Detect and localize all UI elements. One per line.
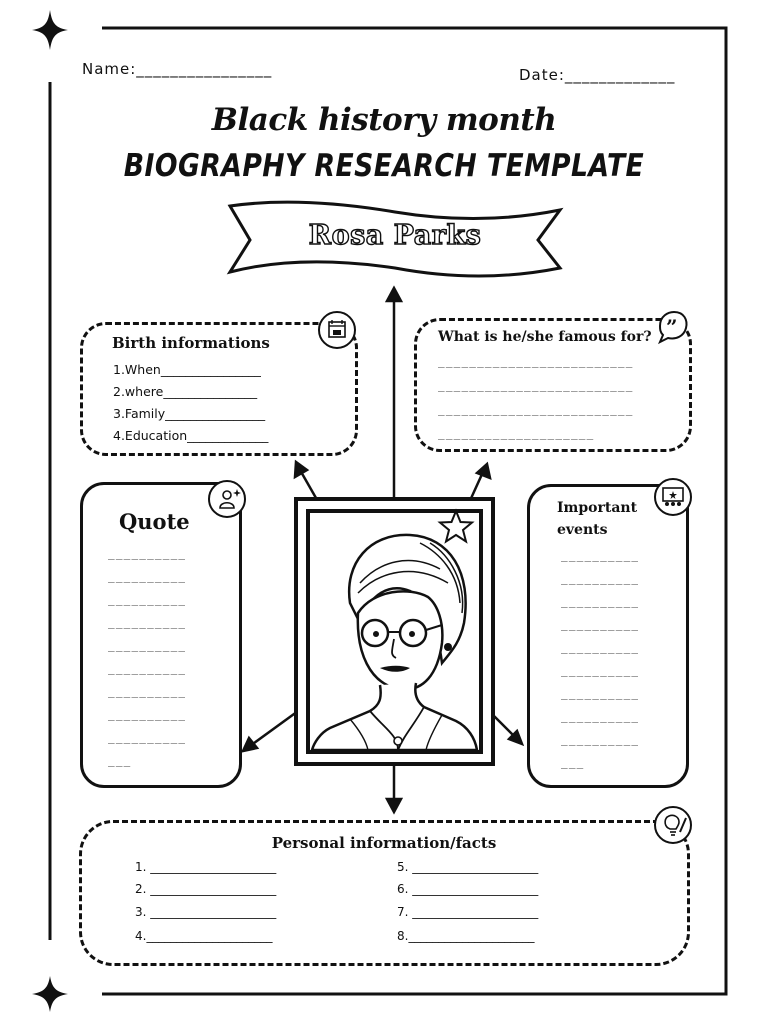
personal-line[interactable]: 1. _____________________ <box>135 860 277 874</box>
events-line[interactable]: __________ <box>561 687 640 700</box>
banner-name: Rosa Parks <box>308 220 482 251</box>
page-subtitle: BIOGRAPHY RESEARCH TEMPLATE <box>123 148 645 184</box>
birth-info-box <box>80 322 358 456</box>
events-line[interactable]: __________ <box>561 733 640 746</box>
famous-line[interactable]: ____________________ <box>438 427 595 440</box>
quote-line[interactable]: ___ <box>108 754 132 767</box>
famous-line[interactable]: _________________________ <box>438 403 634 416</box>
quote-line[interactable]: __________ <box>108 708 187 721</box>
person-sparkle-icon <box>208 480 246 518</box>
personal-info-box <box>79 820 690 966</box>
personal-line[interactable]: 6. _____________________ <box>397 882 539 896</box>
birth-info-title: Birth informations <box>112 334 270 352</box>
date-field[interactable]: Date:_____________ <box>519 66 676 84</box>
star-icon <box>436 508 476 546</box>
events-line[interactable]: __________ <box>561 710 640 723</box>
famous-line[interactable]: _________________________ <box>438 355 634 368</box>
portrait-illustration <box>310 513 479 750</box>
name-field[interactable]: Name:________________ <box>82 60 273 78</box>
lightbulb-pencil-icon <box>654 806 692 844</box>
quote-line[interactable]: __________ <box>108 547 187 560</box>
famous-for-title: What is he/she famous for? <box>438 329 652 345</box>
birth-family-line[interactable]: 3.Family________________ <box>113 406 266 421</box>
page-title: Black history month <box>211 102 557 138</box>
famous-for-box <box>414 318 692 452</box>
events-line[interactable]: __________ <box>561 572 640 585</box>
birth-education-line[interactable]: 4.Education_____________ <box>113 428 269 443</box>
sparkle-icon <box>32 976 68 1012</box>
quote-line[interactable]: __________ <box>108 593 187 606</box>
personal-line[interactable]: 5. _____________________ <box>397 860 539 874</box>
events-title-line1: Important <box>557 500 638 516</box>
events-title-line2: events <box>557 522 608 538</box>
quote-line[interactable]: __________ <box>108 616 187 629</box>
quote-line[interactable]: __________ <box>108 731 187 744</box>
quote-title: Quote <box>119 509 190 534</box>
events-line[interactable]: ___ <box>561 756 585 769</box>
events-line[interactable]: __________ <box>561 664 640 677</box>
birth-when-line[interactable]: 1.When________________ <box>113 362 261 377</box>
event-people-icon <box>654 478 692 516</box>
calendar-cake-icon <box>318 311 356 349</box>
quote-line[interactable]: __________ <box>108 685 187 698</box>
quote-line[interactable]: __________ <box>108 570 187 583</box>
personal-line[interactable]: 7. _____________________ <box>397 905 539 919</box>
quote-line[interactable]: __________ <box>108 662 187 675</box>
personal-line[interactable]: 8._____________________ <box>397 929 535 943</box>
personal-line[interactable]: 4._____________________ <box>135 929 273 943</box>
personal-info-title: Personal information/facts <box>271 834 497 852</box>
events-line[interactable]: __________ <box>561 595 640 608</box>
events-line[interactable]: __________ <box>561 618 640 631</box>
birth-where-line[interactable]: 2.where_______________ <box>113 384 258 399</box>
quote-box <box>80 482 242 788</box>
quote-line[interactable]: __________ <box>108 639 187 652</box>
svg-text:”: ” <box>666 315 678 339</box>
important-events-title <box>557 497 637 541</box>
personal-line[interactable]: 3. _____________________ <box>135 905 277 919</box>
sparkle-icon <box>32 10 68 50</box>
events-line[interactable]: __________ <box>561 641 640 654</box>
quotation-mark-icon <box>652 306 690 344</box>
events-line[interactable]: __________ <box>561 549 640 562</box>
important-events-box <box>527 484 689 788</box>
famous-line[interactable]: _________________________ <box>438 379 634 392</box>
personal-line[interactable]: 2. _____________________ <box>135 882 277 896</box>
